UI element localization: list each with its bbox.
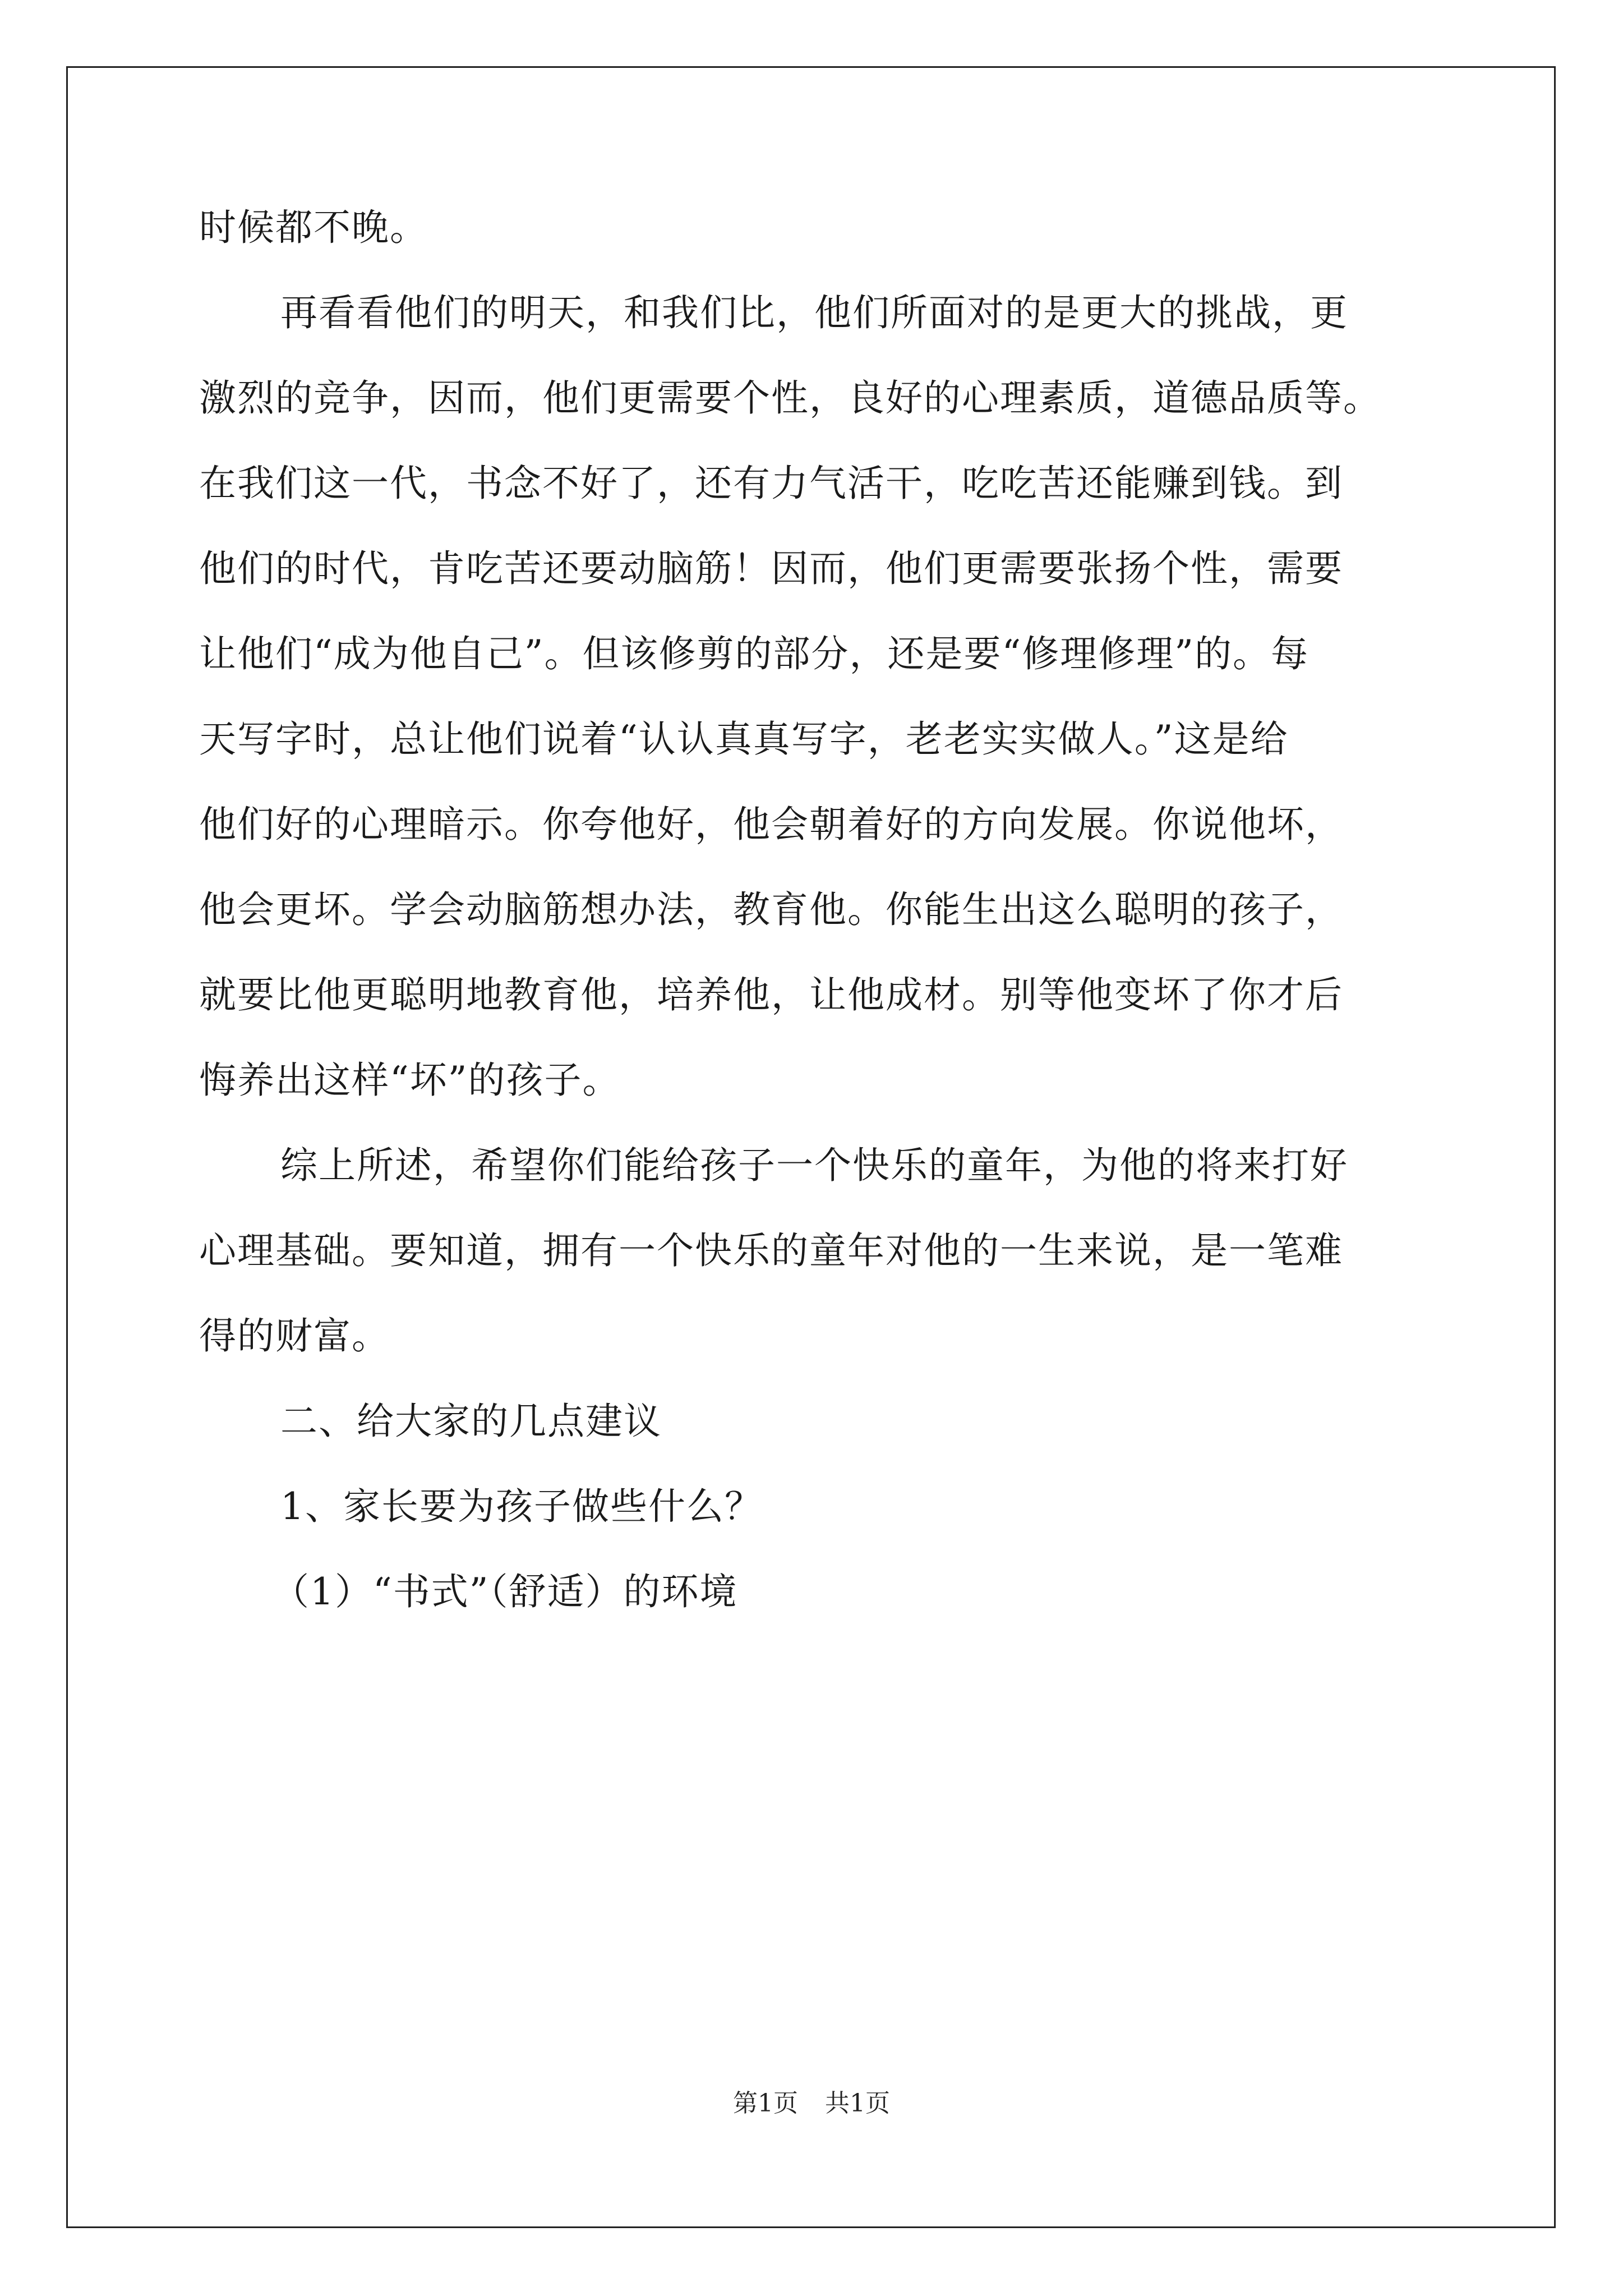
text-line: 时候都不晚。: [199, 206, 428, 249]
page-footer: [0, 2087, 1623, 2120]
page-number: 第1页: [733, 2089, 798, 2118]
text-line: 他们的时代，肯吃苦还要动脑筋！因而，他们更需要张扬个性，需要: [199, 547, 1343, 590]
section-heading: 二、给大家的几点建议: [280, 1400, 662, 1443]
subsection-heading: 1、家长要为孩子做些什么？: [280, 1485, 763, 1528]
text-line: 让他们“成为他自己”。但该修剪的部分，还是要“修理修理”的。每: [199, 632, 1309, 675]
document-body: [199, 185, 1455, 1635]
paragraph-start-line: 再看看他们的明天，和我们比，他们所面对的是更大的挑战，更: [280, 291, 1348, 334]
paragraph-start-line: 综上所述，希望你们能给孩子一个快乐的童年，为他的将来打好: [280, 1144, 1348, 1187]
text-line: 就要比他更聪明地教育他，培养他，让他成材。别等他变坏了你才后: [199, 973, 1343, 1016]
text-line: 得的财富。: [199, 1314, 390, 1358]
total-pages: 共1页: [825, 2089, 890, 2118]
text-line: 悔养出这样“坏”的孩子。: [199, 1059, 621, 1102]
text-line: 心理基础。要知道，拥有一个快乐的童年对他的一生来说，是一笔难: [199, 1229, 1343, 1272]
text-line: 他们好的心理暗示。你夸他好，他会朝着好的方向发展。你说他坏，: [199, 803, 1343, 846]
text-line: 激烈的竞争，因而，他们更需要个性，良好的心理素质，道德品质等。: [199, 376, 1381, 420]
text-line: 天写字时，总让他们说着“认认真真写字，老老实实做人。”这是给: [199, 717, 1289, 761]
list-item-heading: （1）“书式”（舒适）的环境: [272, 1570, 738, 1613]
text-line: 他会更坏。学会动脑筋想办法，教育他。你能生出这么聪明的孩子，: [199, 888, 1343, 931]
text-line: 在我们这一代，书念不好了，还有力气活干，吃吃苦还能赚到钱。到: [199, 462, 1343, 505]
